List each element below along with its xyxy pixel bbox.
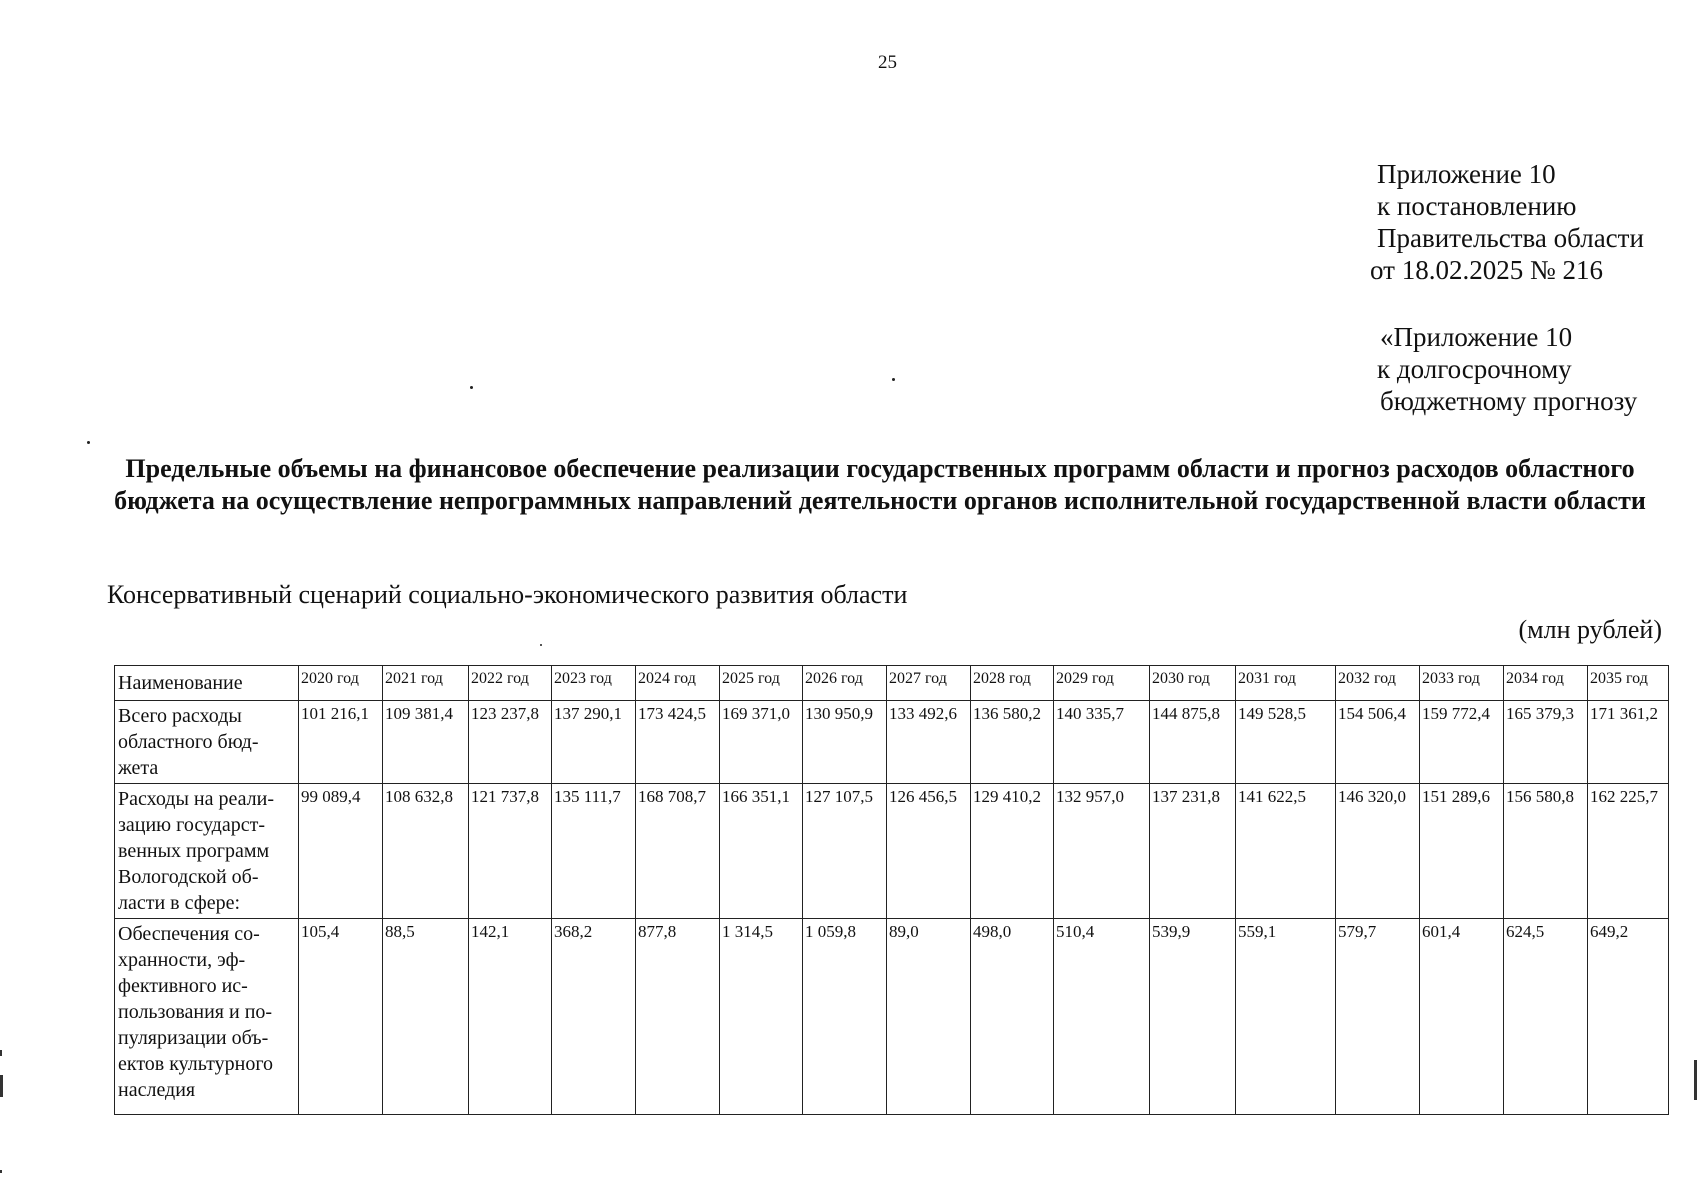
value-cell: 89,0 bbox=[887, 919, 971, 1115]
header-cell: 2032 год bbox=[1336, 666, 1420, 701]
header-cell: 2020 год bbox=[299, 666, 383, 701]
value-cell: 1 314,5 bbox=[720, 919, 803, 1115]
value-cell: 368,2 bbox=[552, 919, 636, 1115]
value-cell: 162 225,7 bbox=[1588, 784, 1669, 919]
header-cell: 2033 год bbox=[1420, 666, 1504, 701]
header-cell: 2031 год bbox=[1236, 666, 1336, 701]
value-cell: 159 772,4 bbox=[1420, 701, 1504, 784]
value-cell: 129 410,2 bbox=[971, 784, 1054, 919]
value-cell: 141 622,5 bbox=[1236, 784, 1336, 919]
appendix-header-line: от 18.02.2025 № 216 bbox=[1370, 255, 1603, 285]
value-cell: 136 580,2 bbox=[971, 701, 1054, 784]
value-cell: 126 456,5 bbox=[887, 784, 971, 919]
value-cell: 877,8 bbox=[636, 919, 720, 1115]
value-cell: 601,4 bbox=[1420, 919, 1504, 1115]
table-header-row bbox=[115, 666, 1669, 701]
document-title: Предельные объемы на финансовое обеспечение реализации государственных программ области и прогноз расходов областного бюджета на осуществление непрограммных направлений деятельности органов исполнительной государственной власти области bbox=[114, 454, 1646, 515]
scan-speck bbox=[892, 378, 895, 381]
header-cell: 2030 год bbox=[1150, 666, 1236, 701]
value-cell: 144 875,8 bbox=[1150, 701, 1236, 784]
value-cell: 105,4 bbox=[299, 919, 383, 1115]
row-name-cell: Расходы на реали-зацию государст-венных программ Вологодской об-ласти в сфере: bbox=[115, 784, 299, 919]
value-cell: 156 580,8 bbox=[1504, 784, 1588, 919]
page-number: 25 bbox=[878, 52, 897, 73]
value-cell: 579,7 bbox=[1336, 919, 1420, 1115]
row-name-cell: Всего расходы областного бюд-жета bbox=[115, 701, 299, 784]
value-cell: 559,1 bbox=[1236, 919, 1336, 1115]
value-cell: 137 290,1 bbox=[552, 701, 636, 784]
value-cell: 1 059,8 bbox=[803, 919, 887, 1115]
header-cell: 2028 год bbox=[971, 666, 1054, 701]
header-cell: 2023 год bbox=[552, 666, 636, 701]
header-cell: 2025 год bbox=[720, 666, 803, 701]
value-cell: 151 289,6 bbox=[1420, 784, 1504, 919]
header-cell: 2021 год bbox=[383, 666, 469, 701]
appendix-header-line: Приложение 10 bbox=[1377, 159, 1556, 189]
value-cell: 498,0 bbox=[971, 919, 1054, 1115]
row-name-cell: Обеспечения со-хранности, эф-фективного ис-пользования и по-пуляризации объ-ектов культурного наследия bbox=[115, 919, 299, 1115]
header-cell: 2029 год bbox=[1054, 666, 1150, 701]
scan-edge-mark bbox=[0, 1075, 3, 1097]
value-cell: 99 089,4 bbox=[299, 784, 383, 919]
value-cell: 121 737,8 bbox=[469, 784, 552, 919]
value-cell: 101 216,1 bbox=[299, 701, 383, 784]
value-cell: 171 361,2 bbox=[1588, 701, 1669, 784]
header-cell: 2027 год bbox=[887, 666, 971, 701]
appendix-header bbox=[1370, 158, 1644, 286]
scan-edge-mark bbox=[0, 1050, 2, 1056]
value-cell: 166 351,1 bbox=[720, 784, 803, 919]
header-cell: 2026 год bbox=[803, 666, 887, 701]
scan-speck bbox=[470, 386, 473, 389]
value-cell: 132 957,0 bbox=[1054, 784, 1150, 919]
table-row bbox=[115, 919, 1669, 1115]
value-cell: 165 379,3 bbox=[1504, 701, 1588, 784]
value-cell: 168 708,7 bbox=[636, 784, 720, 919]
value-cell: 140 335,7 bbox=[1054, 701, 1150, 784]
appendix-header-line: к постановлению bbox=[1377, 191, 1577, 221]
value-cell: 169 371,0 bbox=[720, 701, 803, 784]
value-cell: 123 237,8 bbox=[469, 701, 552, 784]
appendix-inner-line: бюджетному прогнозу bbox=[1380, 386, 1638, 416]
value-cell: 149 528,5 bbox=[1236, 701, 1336, 784]
value-cell: 133 492,6 bbox=[887, 701, 971, 784]
units-label: (млн рублей) bbox=[1518, 615, 1662, 644]
value-cell: 142,1 bbox=[469, 919, 552, 1115]
value-cell: 127 107,5 bbox=[803, 784, 887, 919]
header-cell: 2034 год bbox=[1504, 666, 1588, 701]
scan-edge-mark bbox=[0, 1170, 2, 1173]
header-cell: Наименование bbox=[115, 666, 299, 701]
value-cell: 649,2 bbox=[1588, 919, 1669, 1115]
table-row bbox=[115, 784, 1669, 919]
appendix-inner bbox=[1377, 321, 1638, 417]
value-cell: 137 231,8 bbox=[1150, 784, 1236, 919]
budget-table bbox=[114, 665, 1669, 1115]
scan-speck bbox=[540, 644, 542, 646]
value-cell: 624,5 bbox=[1504, 919, 1588, 1115]
header-cell: 2035 год bbox=[1588, 666, 1669, 701]
header-cell: 2024 год bbox=[636, 666, 720, 701]
value-cell: 135 111,7 bbox=[552, 784, 636, 919]
value-cell: 109 381,4 bbox=[383, 701, 469, 784]
value-cell: 88,5 bbox=[383, 919, 469, 1115]
scenario-caption: Консервативный сценарий социально-экономического развития области bbox=[107, 580, 908, 609]
appendix-inner-line: «Приложение 10 bbox=[1380, 322, 1573, 352]
value-cell: 510,4 bbox=[1054, 919, 1150, 1115]
header-cell: 2022 год bbox=[469, 666, 552, 701]
value-cell: 173 424,5 bbox=[636, 701, 720, 784]
table-row bbox=[115, 701, 1669, 784]
scan-speck bbox=[87, 441, 90, 444]
appendix-header-line: Правительства области bbox=[1377, 223, 1644, 253]
value-cell: 108 632,8 bbox=[383, 784, 469, 919]
value-cell: 539,9 bbox=[1150, 919, 1236, 1115]
value-cell: 146 320,0 bbox=[1336, 784, 1420, 919]
appendix-inner-line: к долгосрочному bbox=[1377, 354, 1572, 384]
value-cell: 154 506,4 bbox=[1336, 701, 1420, 784]
value-cell: 130 950,9 bbox=[803, 701, 887, 784]
